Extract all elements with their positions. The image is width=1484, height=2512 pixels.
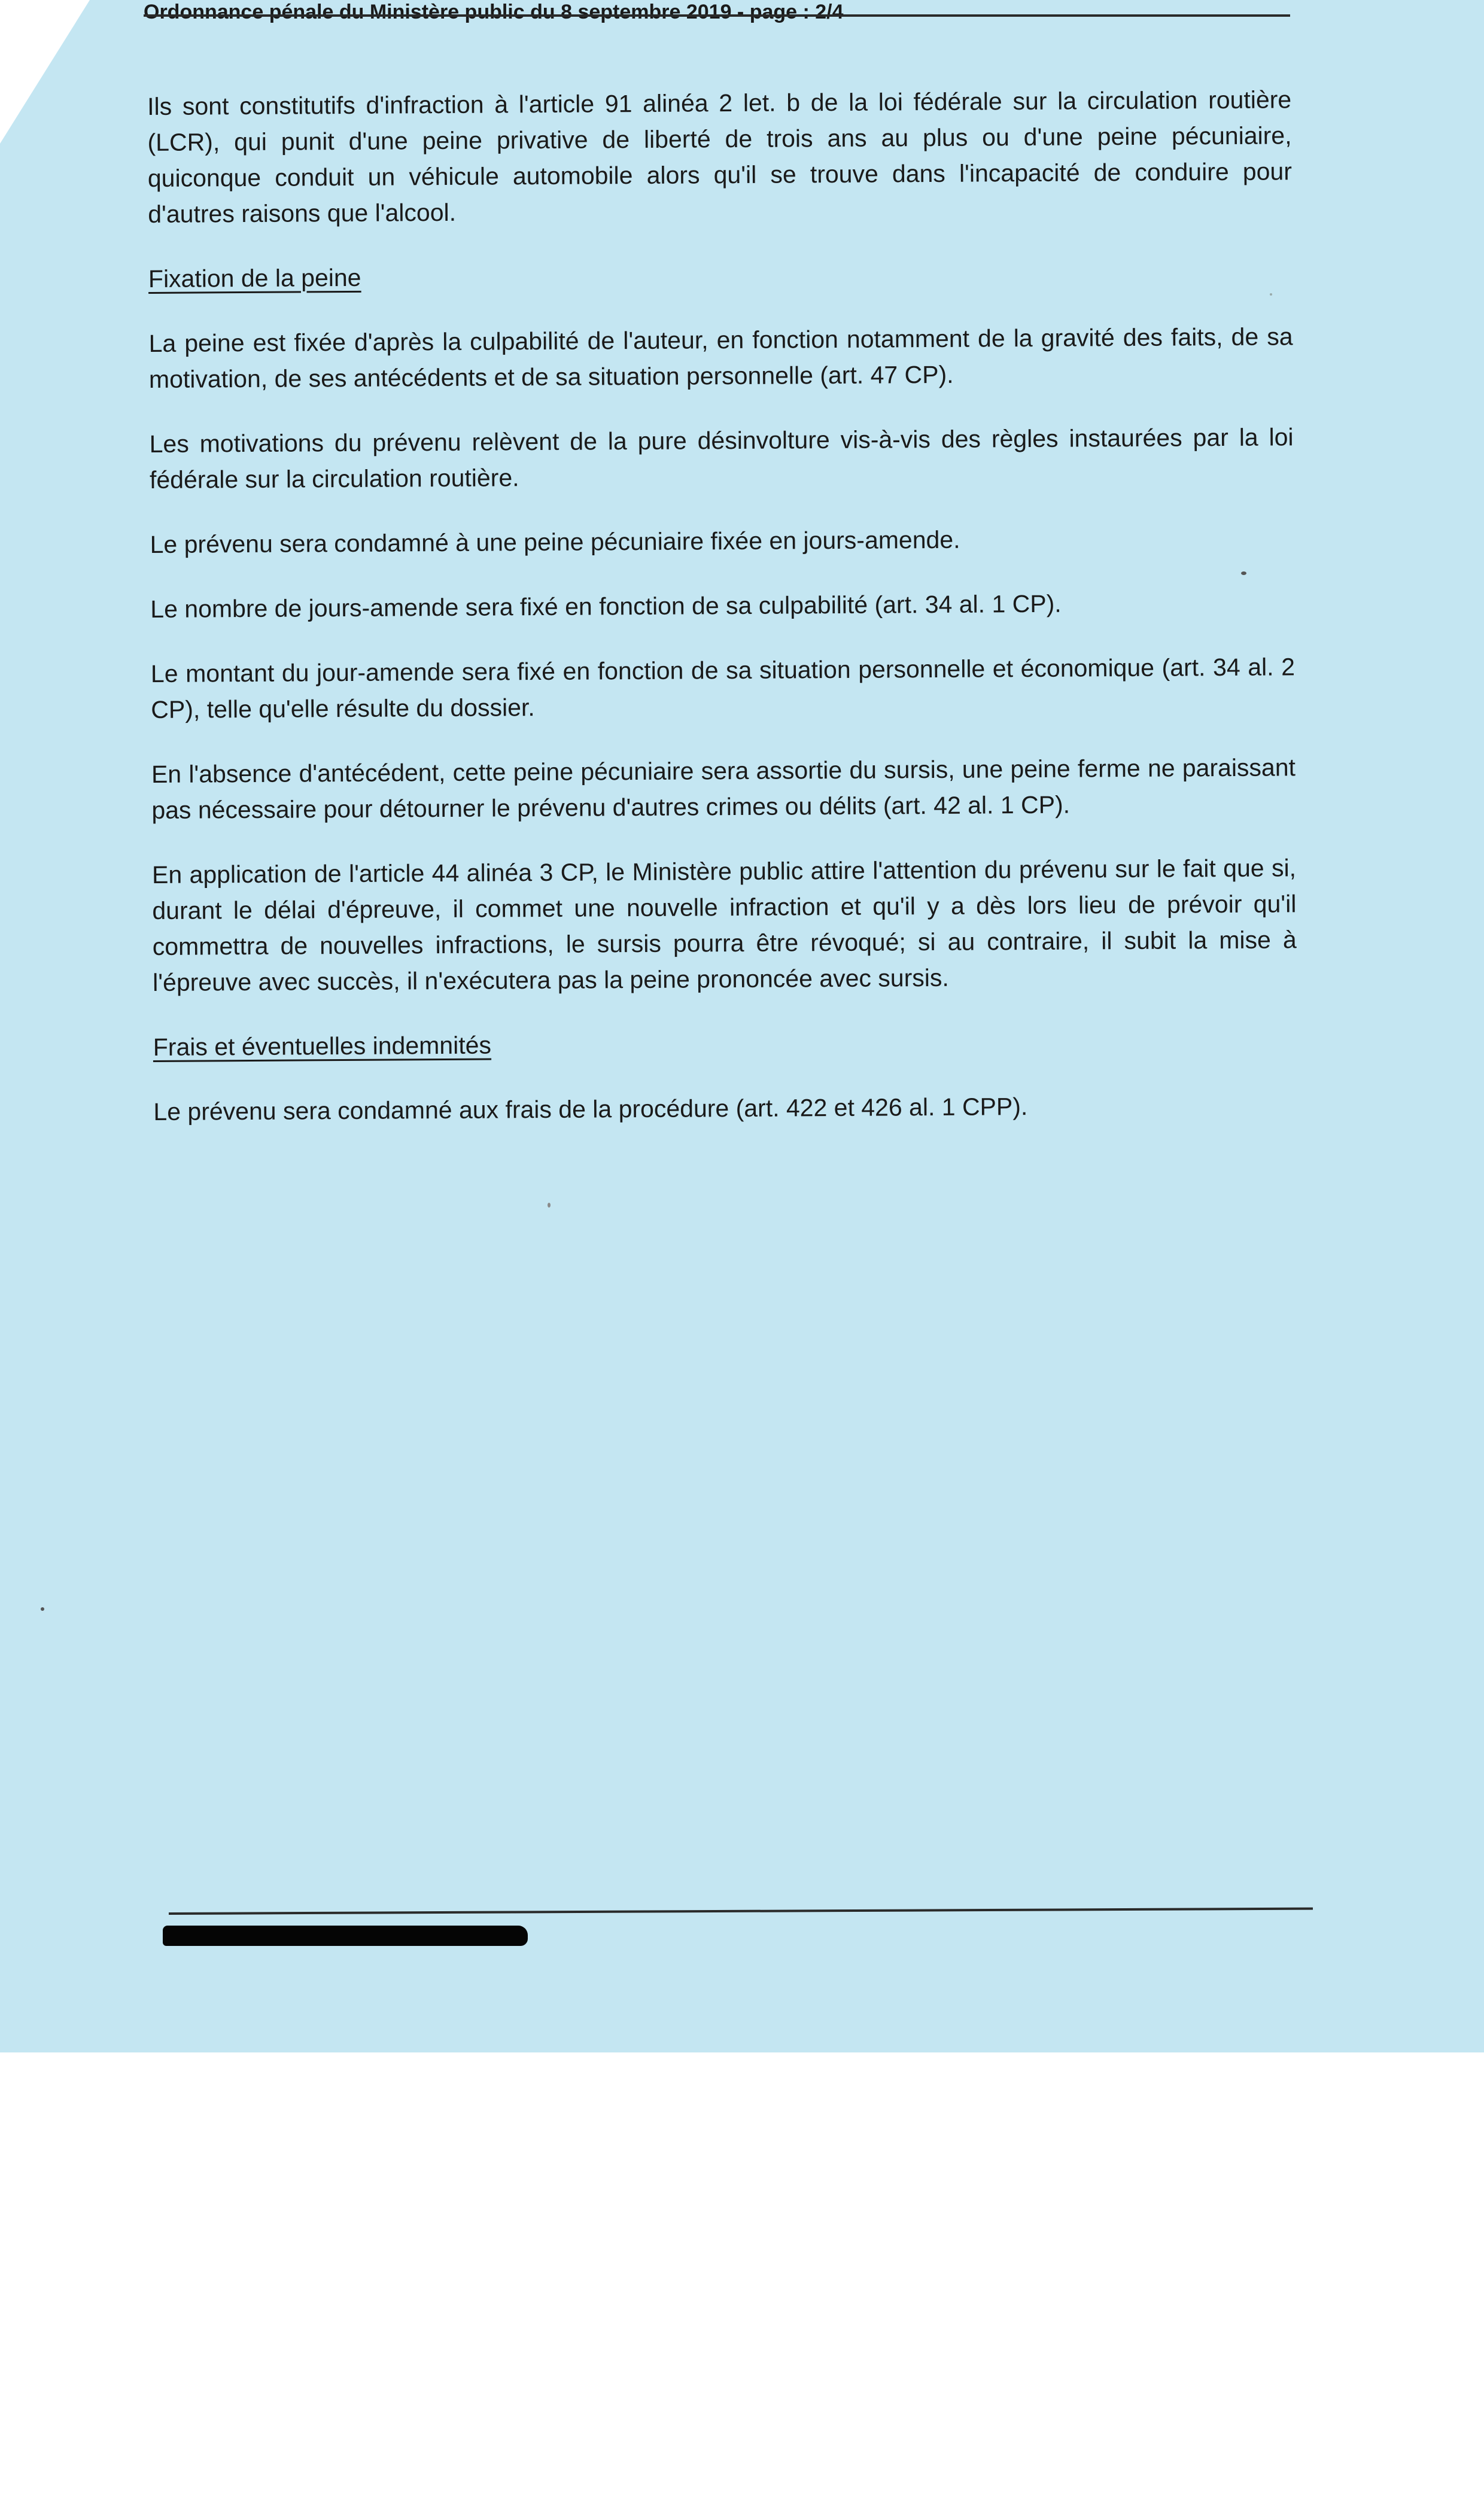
paragraph-fixation-5: Le montant du jour-amende sera fixé en fonction de sa situation personnelle et économique (art. 34 al. 2 CP), telle qu'elle résulte du dossier. bbox=[150, 653, 1296, 723]
intro-paragraph: Ils sont constitutifs d'infraction à l'article 91 alinéa 2 let. b de la loi fédérale sur la circulation routière (LCR), qui punit d'une peine privative de liberté de trois ans au plus ou d'une peine pécuniaire, quiconque conduit un véhicule automobile alors qu'il se trouve dans l'incapacité de conduire pour d'autres raisons que l'alcool. bbox=[147, 86, 1293, 228]
paragraph-fixation-3: Le prévenu sera condamné à une peine pécuniaire fixée en jours-amende. bbox=[150, 525, 960, 558]
document-body bbox=[147, 81, 1298, 1158]
scan-speck bbox=[1270, 293, 1272, 296]
footer-rule bbox=[169, 1908, 1313, 1915]
header-rule bbox=[144, 0, 1290, 17]
paragraph-fixation-2: Les motivations du prévenu relèvent de la pure désinvolture vis-à-vis des règles instaurées par la loi fédérale sur la circulation routière. bbox=[149, 423, 1294, 494]
scan-speck bbox=[1241, 571, 1246, 575]
paragraph-fixation-4: Le nombre de jours-amende sera fixé en fonction de sa culpabilité (art. 34 al. 1 CP). bbox=[150, 589, 1062, 623]
paragraph-fixation-1: La peine est fixée d'après la culpabilité de l'auteur, en fonction notamment de la gravité des faits, de sa motivation, de ses antécédents et de sa situation personnelle (art. 47 CP). bbox=[148, 323, 1293, 393]
paragraph-frais-1: Le prévenu sera condamné aux frais de la procédure (art. 422 et 426 al. 1 CPP). bbox=[153, 1093, 1028, 1126]
scan-speck bbox=[41, 1607, 44, 1611]
redaction-bar bbox=[163, 1926, 528, 1946]
paragraph-fixation-7: En application de l'article 44 alinéa 3 CP, le Ministère public attire l'attention du prévenu sur le fait que si, durant le délai d'épreuve, il commet une nouvelle infraction et qu'il y a dès lors lieu de prévoir qu'il commettra de nouvelles infractions, le sursis pourra être révoqué; si au contraire, il subit la mise à l'épreuve avec succès, il n'exécutera pas la peine prononcée avec sursis. bbox=[151, 854, 1297, 996]
paragraph-fixation-6: En l'absence d'antécédent, cette peine pécuniaire sera assortie du sursis, une peine ferme ne paraissant pas nécessaire pour détourner le prévenu d'autres crimes ou délits (art. 42 al. 1 CP). bbox=[151, 753, 1296, 824]
scan-speck bbox=[548, 1203, 551, 1208]
section-heading-fixation: Fixation de la peine bbox=[148, 263, 361, 293]
section-heading-frais: Frais et éventuelles indemnités bbox=[153, 1031, 492, 1061]
folded-corner bbox=[0, 0, 90, 144]
page-header-title: Ordonnance pénale du Ministère public du 8 septembre 2019 - page : 2/4 bbox=[144, 1, 844, 23]
